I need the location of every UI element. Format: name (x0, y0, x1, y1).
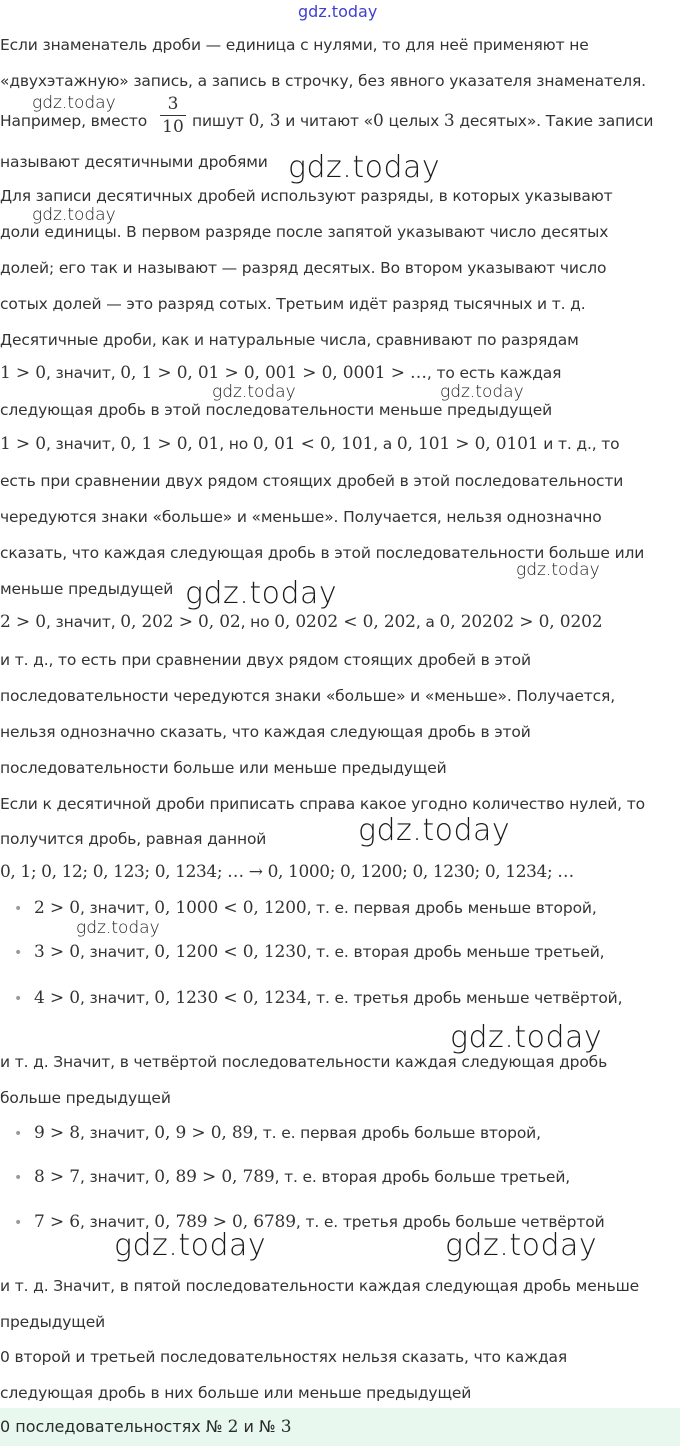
watermark-top: gdz.today (298, 2, 378, 21)
fraction-denominator: 10 (162, 117, 184, 137)
text-line: Десятичные дроби, как и натуральные числа, сравнивают по разрядам (0, 331, 579, 349)
watermark: gdz.today (76, 918, 160, 938)
text-line: Если знаменатель дроби — единица с нулями, то для неё применяют не (0, 36, 589, 54)
watermark: gdz.today (114, 1228, 267, 1263)
text-line: есть при сравнении двух рядом стоящих дробей в этой последовательности (0, 472, 624, 490)
list-item: 9 > 8, значит, 0, 9 > 0, 89, т. е. первая дробь больше второй, (34, 1123, 541, 1143)
text-line: и т. д., то есть при сравнении двух рядом стоящих дробей в этой (0, 651, 531, 669)
bullet-icon: • (14, 945, 23, 961)
bullet-icon: • (14, 1170, 23, 1186)
list-item: 3 > 0, значит, 0, 1200 < 0, 1230, т. е. вторая дробь меньше третьей, (34, 942, 605, 962)
text-line: Для записи десятичных дробей используют разряды, в которых указывают (0, 187, 613, 205)
text-line: следующая дробь в них больше или меньше предыдущей (0, 1384, 472, 1402)
text-line: чередуются знаки «больше» и «меньше». Получается, нельзя однозначно (0, 508, 602, 526)
text-line: называют десятичными дробями (0, 153, 268, 171)
text-line: меньше предыдущей (0, 580, 174, 598)
watermark: gdz.today (288, 150, 441, 185)
text-line: и т. д. Значит, в четвёртой последовательности каждая следующая дробь (0, 1053, 608, 1071)
inequality-line-3: 2 > 0, значит, 0, 202 > 0, 02, но 0, 0202 < 0, 202, а 0, 20202 > 0, 0202 (0, 612, 603, 632)
text-line: следующая дробь в этой последовательности меньше предыдущей (0, 401, 553, 419)
inequality-line-1: 1 > 0, значит, 0, 1 > 0, 01 > 0, 001 > 0, 0001 > …, то есть каждая (0, 363, 562, 383)
watermark: gdz.today (212, 382, 296, 402)
text-line: последовательности чередуются знаки «больше» и «меньше». Получается, (0, 687, 615, 705)
text-line: 0 второй и третьей последовательностях нельзя сказать, что каждая (0, 1348, 568, 1366)
bullet-icon: • (14, 1126, 23, 1142)
bullet-icon: • (14, 1215, 23, 1231)
list-item: 2 > 0, значит, 0, 1000 < 0, 1200, т. е. первая дробь меньше второй, (34, 898, 597, 918)
text-line: Если к десятичной дроби приписать справа какое угодно количество нулей, то (0, 795, 645, 813)
text-line: сказать, что каждая следующая дробь в этой последовательности больше или (0, 544, 645, 562)
watermark: gdz.today (185, 576, 338, 611)
answer-box (0, 1408, 680, 1446)
watermark: gdz.today (358, 813, 511, 848)
text-line: последовательности больше или меньше предыдущей (0, 759, 447, 777)
list-item: 8 > 7, значит, 0, 89 > 0, 789, т. е. вторая дробь больше третьей, (34, 1167, 571, 1187)
sequence-line: 0, 1; 0, 12; 0, 123; 0, 1234; … → 0, 1000; 0, 1200; 0, 1230; 0, 1234; … (0, 862, 574, 882)
text-line: нельзя однозначно сказать, что каждая следующая дробь в этой (0, 723, 531, 741)
watermark: gdz.today (516, 560, 600, 580)
text-line: больше предыдущей (0, 1089, 171, 1107)
text-line-fraction-example: Например, вместо (0, 112, 148, 130)
inequality-line-2: 1 > 0, значит, 0, 1 > 0, 01, но 0, 01 < 0, 101, а 0, 101 > 0, 0101 и т. д., то (0, 434, 620, 454)
text-line: долей; его так и называют — разряд десятых. Во втором указывают число (0, 259, 607, 277)
text-line: предыдущей (0, 1313, 106, 1331)
bullet-icon: • (14, 991, 23, 1007)
text-line: получится дробь, равная данной (0, 830, 267, 848)
fraction-3-10 (160, 94, 186, 137)
list-item: 4 > 0, значит, 0, 1230 < 0, 1234, т. е. третья дробь меньше четвёртой, (34, 988, 623, 1008)
text-line-fraction-continued: пишут 0, 3 и читают «0 целых 3 десятых». Такие записи (192, 111, 654, 131)
watermark: gdz.today (445, 1228, 598, 1263)
text-line: доли единицы. В первом разряде после запятой указывают число десятых (0, 223, 609, 241)
fraction-bar (160, 115, 186, 116)
watermark: gdz.today (450, 1020, 603, 1055)
fraction-numerator: 3 (167, 94, 179, 114)
text-line: и т. д. Значит, в пятой последовательности каждая следующая дробь меньше (0, 1277, 639, 1295)
text-line: «двухэтажную» запись, а запись в строчку, без явного указателя знаменателя. (0, 72, 646, 90)
watermark: gdz.today (440, 382, 524, 402)
bullet-icon: • (14, 901, 23, 917)
watermark: gdz.today (32, 205, 116, 225)
text-line: сотых долей — это разряд сотых. Третьим идёт разряд тысячных и т. д. (0, 295, 586, 313)
watermark: gdz.today (32, 93, 116, 113)
list-item: 7 > 6, значит, 0, 789 > 0, 6789, т. е. третья дробь больше четвёртой (34, 1212, 605, 1232)
answer-text: 0 последовательностях № 2 и № 3 (0, 1417, 292, 1437)
